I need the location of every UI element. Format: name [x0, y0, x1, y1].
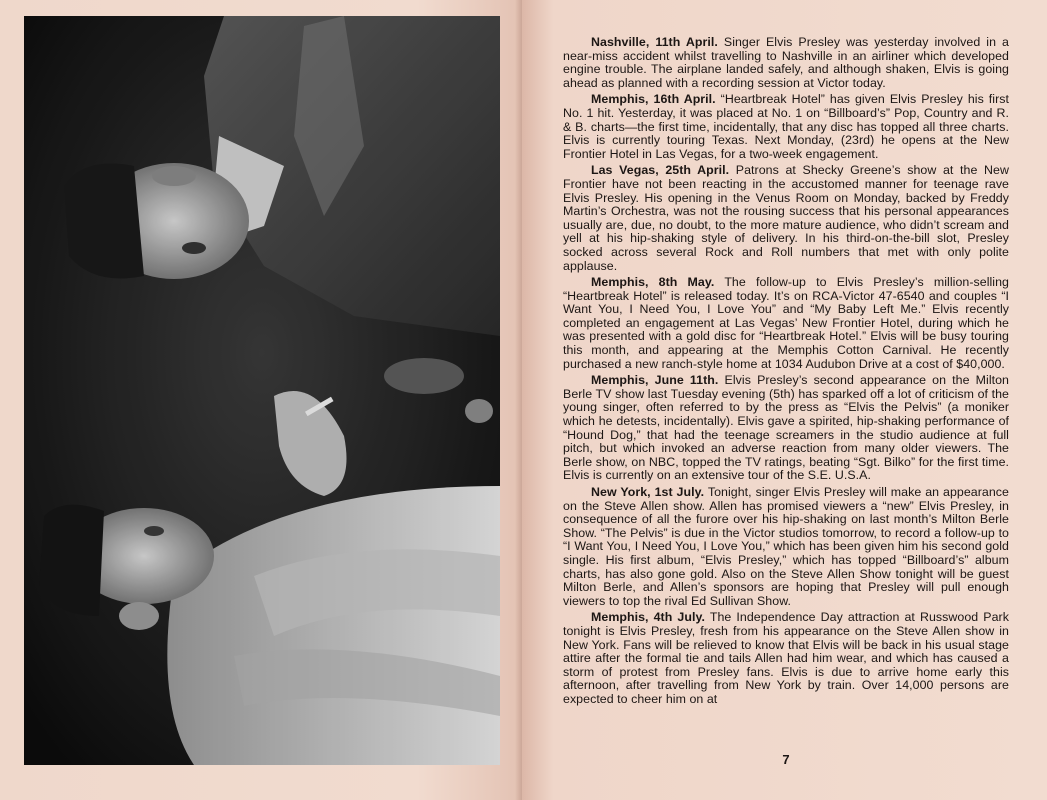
news-entry: [563, 486, 1009, 608]
entry-dateline: Memphis, June 11th.: [591, 373, 719, 388]
news-entry: [563, 374, 1009, 483]
page-number: 7: [782, 752, 790, 767]
left-page: [0, 0, 522, 800]
entry-text: The follow-up to Elvis Presley’s million-selling “Heartbreak Hotel” is released today. It’s on RCA-Victor 47-6540 and couples “I Want You, I Need You, I Love You” and “My Baby Left Me.” Elvis recently completed an engagement at Las Vegas’ New Frontier Hotel, during which he was presented with a gold disc for “Heartbreak Hotel.” Elvis will be busy touring this month, and appearing at the Memphis Cotton Carnival. He recently purchased a new ranch-style home at 1034 Audubon Drive at a cost of $40,000.: [563, 275, 1009, 371]
news-entry: [563, 36, 1009, 90]
entry-dateline: Memphis, 16th April.: [591, 92, 716, 107]
entry-dateline: New York, 1st July.: [591, 485, 705, 499]
elvis-presley-photo: [24, 16, 500, 765]
entry-text: Patrons at Shecky Greene’s show at the New Frontier have not been reacting in the accustomed manner for teenage rave Elvis Presley. His opening in the Venus Room on Monday, backed by Freddy Martin’s Orchestra, was not the rousing success that his personal appearances usually are, due, no doubt, to the more mature audience, who didn’t scream and yell at his hip-shaking style of delivery. In his third-on-the-bill slot, Presley socked across several Rock and Roll numbers that met with only polite applause.: [563, 163, 1009, 273]
entry-text: Tonight, singer Elvis Presley will make an appearance on the Steve Allen show. Allen has promised viewers a “new” Elvis Presley, in consequence of all the furore over his hip-shaking on last month’s Milton Berle Show. “The Pelvis” is due in the Victor studios tomorrow, to record a follow-up to “I Want You, I Need You, I Love You,” which has been given him his second gold single. His first album, “Elvis Presley,” which has topped “Billboard’s” album charts, has also gone gold. Also on the Steve Allen Show tonight will be guest Milton Berle, and Allen’s sponsors are hoping that Presley will pull enough viewers to top the rival Ed Sullivan Show.: [563, 485, 1009, 608]
news-entry: [563, 164, 1009, 273]
news-entry: [563, 611, 1009, 706]
news-chronology: [563, 36, 1009, 710]
entry-dateline: Memphis, 8th May.: [591, 275, 715, 290]
entry-dateline: Memphis, 4th July.: [591, 610, 705, 625]
news-entry: [563, 93, 1009, 161]
entry-text: Singer Elvis Presley was yesterday involved in a near-miss accident whilst travelling to Nashville in an airliner which developed engine trouble. The airplane landed safely, and although shaken, Elvis is going ahead as planned with a recording session at Victor today.: [563, 35, 1009, 90]
entry-dateline: Las Vegas, 25th April.: [591, 163, 730, 178]
entry-text: The Independence Day attraction at Russwood Park tonight is Elvis Presley, fresh from his appearance on the Steve Allen show in New York. Fans will be relieved to know that Elvis will be back in his usual stage attire after the formal tie and tails Allen had him wear, and which has caused a storm of protest from Presley fans. Elvis is due to arrive home early this afternoon, after travelling from New York by train. Over 14,000 persons are expected to cheer him on at: [563, 610, 1009, 706]
entry-dateline: Nashville, 11th April.: [591, 35, 718, 49]
entry-text: “Heartbreak Hotel” has given Elvis Presley his first No. 1 hit. Yesterday, it was placed at No. 1 on “Billboard’s” Pop, Country and R. & B. charts—the first time, incidentally, that any disc has topped all three charts. Elvis is currently touring Texas. Next Monday, (23rd) he opens at the New Frontier Hotel in Las Vegas, for a two-week engagement.: [563, 92, 1009, 161]
entry-text: Elvis Presley’s second appearance on the Milton Berle TV show last Tuesday evening (5th) has sparked off a lot of criticism of the young singer, often referred to by the press as “Elvis the Pelvis” (a moniker which he detests, incidentally). Elvis gave a spirited, hip-shaking performance of “Hound Dog,” that had the teenage screamers in the studio audience at full pitch, but which invoked an adverse reaction from many older viewers. The Berle show, on NBC, topped the TV ratings, beating “Sgt. Bilko” for the first time. Elvis is currently on an extensive tour of the S.E. U.S.A.: [563, 373, 1009, 483]
news-entry: [563, 276, 1009, 371]
